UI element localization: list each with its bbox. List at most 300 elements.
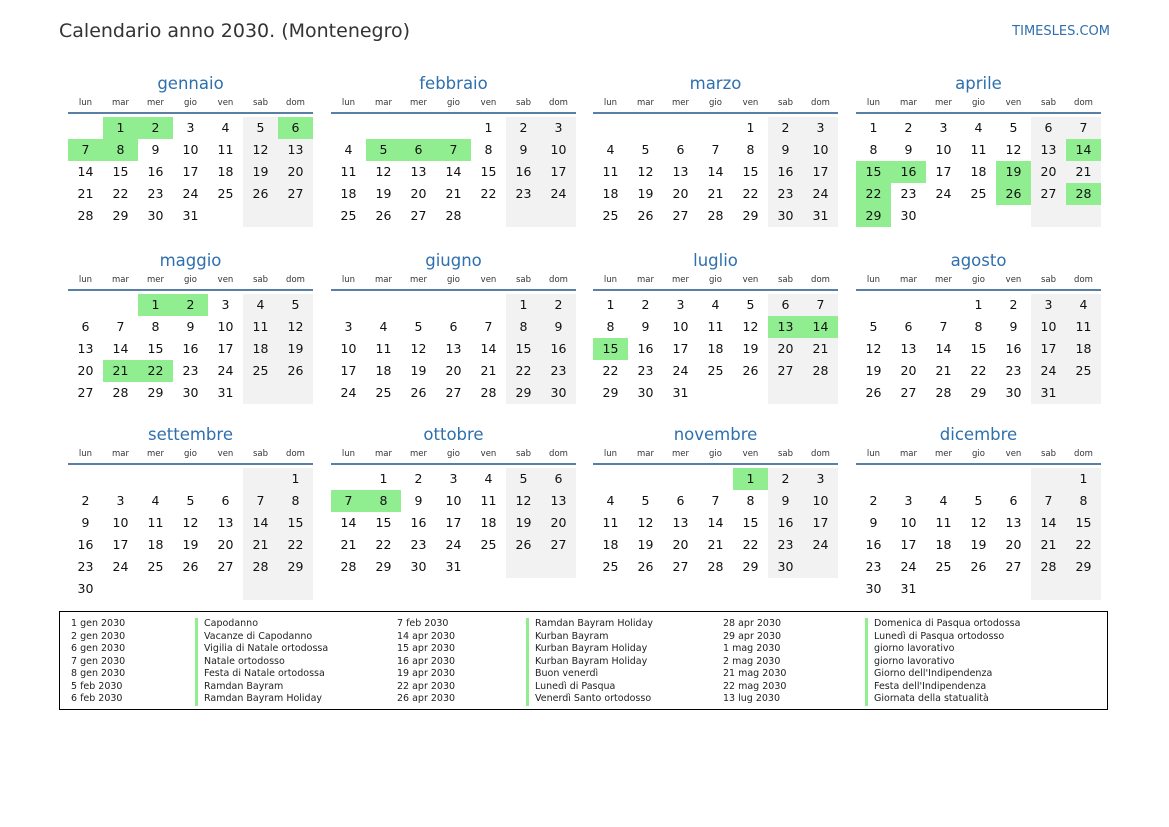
day-cell: 4 bbox=[974, 120, 983, 135]
day-cell: 24 bbox=[217, 363, 234, 378]
empty-cell bbox=[628, 117, 663, 139]
day-cell: 18 bbox=[602, 186, 619, 201]
weekday-label: lun bbox=[866, 449, 881, 459]
day-cell: 16 bbox=[768, 161, 803, 183]
day-cell: 13 bbox=[217, 515, 234, 530]
weekday-label: ven bbox=[480, 449, 497, 459]
weekday-label: gio bbox=[447, 449, 460, 459]
day-cell: 24 bbox=[935, 186, 952, 201]
day-cell: 20 bbox=[1031, 161, 1066, 183]
day-cell: 19 bbox=[278, 338, 313, 360]
empty-cell bbox=[68, 117, 103, 139]
day-cell: 14 bbox=[445, 164, 462, 179]
legend-date: 1 gen 2030 bbox=[71, 618, 126, 629]
weekday-label: mar bbox=[637, 98, 654, 108]
day-cell: 18 bbox=[147, 537, 164, 552]
day-cell: 27 bbox=[445, 385, 462, 400]
day-cell: 12 bbox=[375, 164, 392, 179]
day-cell: 3 bbox=[676, 297, 685, 312]
weekday-label: lun bbox=[866, 275, 881, 285]
empty-cell bbox=[961, 578, 996, 600]
day-cell: 31 bbox=[217, 385, 234, 400]
empty-cell bbox=[541, 205, 576, 227]
legend-date: 1 mag 2030 bbox=[723, 643, 781, 654]
legend-date: 7 gen 2030 bbox=[71, 655, 126, 667]
weekday-label: gio bbox=[972, 98, 985, 108]
month-name: giugno bbox=[425, 251, 482, 270]
empty-cell bbox=[243, 468, 278, 490]
day-cell: 23 bbox=[637, 363, 654, 378]
day-cell: 30 bbox=[900, 208, 917, 223]
day-cell: 28 bbox=[707, 208, 724, 223]
day-cell: 3 bbox=[344, 319, 353, 334]
day-cell: 20 bbox=[410, 186, 427, 201]
empty-cell bbox=[208, 578, 243, 600]
day-cell: 10 bbox=[112, 515, 129, 530]
day-cell: 23 bbox=[77, 559, 94, 574]
legend-date: 28 apr 2030 bbox=[723, 618, 782, 629]
empty-cell bbox=[698, 468, 733, 490]
day-cell: 10 bbox=[935, 142, 952, 157]
day-cell: 19 bbox=[375, 186, 392, 201]
weekday-label: ven bbox=[742, 275, 759, 285]
day-cell: 11 bbox=[243, 316, 278, 338]
day-cell: 13 bbox=[1031, 139, 1066, 161]
month-name: settembre bbox=[148, 425, 233, 444]
legend-holiday-name: Buon venerdì bbox=[526, 668, 653, 681]
day-cell: 8 bbox=[606, 319, 615, 334]
day-cell: 14 bbox=[707, 515, 724, 530]
day-cell: 20 bbox=[77, 363, 94, 378]
day-cell: 23 bbox=[865, 559, 882, 574]
day-cell: 29 bbox=[742, 559, 759, 574]
empty-cell bbox=[891, 294, 926, 316]
empty-cell bbox=[208, 205, 243, 227]
day-cell: 7 bbox=[803, 294, 838, 316]
day-cell: 11 bbox=[147, 515, 164, 530]
day-cell: 24 bbox=[112, 559, 129, 574]
weekday-label: sab bbox=[515, 275, 532, 285]
weekday-header bbox=[856, 274, 1101, 291]
holiday-day: 28 bbox=[1066, 183, 1101, 205]
weekday-header bbox=[68, 274, 313, 291]
empty-cell bbox=[436, 294, 471, 316]
day-cell: 12 bbox=[278, 316, 313, 338]
empty-cell bbox=[278, 382, 313, 404]
holiday-day: 22 bbox=[138, 360, 173, 382]
day-cell: 29 bbox=[112, 208, 129, 223]
day-cell: 3 bbox=[904, 493, 913, 508]
day-cell: 31 bbox=[445, 559, 462, 574]
empty-cell bbox=[401, 117, 436, 139]
day-cell: 4 bbox=[484, 471, 493, 486]
day-cell: 22 bbox=[742, 186, 759, 201]
day-cell: 17 bbox=[803, 512, 838, 534]
day-cell: 13 bbox=[672, 164, 689, 179]
day-cell: 6 bbox=[221, 493, 230, 508]
weekday-header bbox=[593, 448, 838, 465]
empty-cell bbox=[331, 468, 366, 490]
weekday-label: mer bbox=[146, 275, 164, 285]
weekday-label: dom bbox=[1074, 98, 1093, 108]
weekday-label: mar bbox=[375, 449, 392, 459]
day-cell: 18 bbox=[243, 338, 278, 360]
legend-names-3 bbox=[865, 618, 1020, 706]
day-cell: 31 bbox=[803, 205, 838, 227]
month-name: maggio bbox=[159, 251, 222, 270]
legend-holiday-name: Ramdan Bayram Holiday bbox=[526, 618, 653, 631]
empty-cell bbox=[698, 117, 733, 139]
weekday-label: lun bbox=[603, 449, 618, 459]
empty-cell bbox=[506, 556, 541, 578]
day-cell: 25 bbox=[147, 559, 164, 574]
day-cell: 2 bbox=[904, 120, 913, 135]
empty-cell bbox=[366, 117, 401, 139]
month-name: febbraio bbox=[419, 74, 488, 93]
day-cell: 29 bbox=[375, 559, 392, 574]
legend-date: 6 gen 2030 bbox=[71, 643, 126, 654]
day-cell: 5 bbox=[243, 117, 278, 139]
day-cell: 22 bbox=[602, 363, 619, 378]
month-settembre bbox=[68, 424, 313, 600]
day-cell: 15 bbox=[742, 164, 759, 179]
weekday-label: mer bbox=[671, 275, 689, 285]
day-cell: 26 bbox=[278, 360, 313, 382]
day-grid bbox=[68, 294, 313, 404]
day-cell: 18 bbox=[707, 341, 724, 356]
day-cell: 20 bbox=[672, 186, 689, 201]
empty-cell bbox=[926, 578, 961, 600]
legend-holiday-name: Domenica di Pasqua ortodossa bbox=[865, 618, 1020, 631]
day-cell: 22 bbox=[506, 360, 541, 382]
day-cell: 24 bbox=[803, 183, 838, 205]
day-cell: 3 bbox=[221, 297, 230, 312]
weekday-label: mar bbox=[112, 98, 129, 108]
day-cell: 10 bbox=[803, 490, 838, 512]
day-cell: 24 bbox=[900, 559, 917, 574]
empty-cell bbox=[208, 468, 243, 490]
day-cell: 8 bbox=[506, 316, 541, 338]
day-cell: 29 bbox=[742, 208, 759, 223]
day-cell: 1 bbox=[506, 294, 541, 316]
legend-dates-2 bbox=[397, 618, 455, 706]
day-cell: 25 bbox=[1066, 360, 1101, 382]
day-cell: 25 bbox=[970, 186, 987, 201]
day-cell: 4 bbox=[379, 319, 388, 334]
weekday-label: lun bbox=[603, 275, 618, 285]
holiday-legend bbox=[59, 611, 1108, 710]
day-cell: 28 bbox=[707, 559, 724, 574]
day-cell: 2 bbox=[641, 297, 650, 312]
day-cell: 26 bbox=[243, 183, 278, 205]
legend-names-2 bbox=[526, 618, 653, 706]
day-cell: 15 bbox=[506, 338, 541, 360]
day-cell: 8 bbox=[974, 319, 983, 334]
day-cell: 3 bbox=[1031, 294, 1066, 316]
weekday-label: dom bbox=[811, 449, 830, 459]
month-name: dicembre bbox=[939, 425, 1018, 444]
day-cell: 16 bbox=[77, 537, 94, 552]
weekday-label: mer bbox=[146, 98, 164, 108]
empty-cell bbox=[243, 205, 278, 227]
day-cell: 7 bbox=[1031, 490, 1066, 512]
day-cell: 27 bbox=[900, 385, 917, 400]
day-cell: 5 bbox=[869, 319, 878, 334]
day-cell: 11 bbox=[480, 493, 497, 508]
day-cell: 11 bbox=[340, 164, 357, 179]
day-cell: 12 bbox=[410, 341, 427, 356]
day-cell: 21 bbox=[803, 338, 838, 360]
day-cell: 5 bbox=[1009, 120, 1018, 135]
day-cell: 29 bbox=[602, 385, 619, 400]
day-cell: 4 bbox=[151, 493, 160, 508]
day-cell: 4 bbox=[243, 294, 278, 316]
day-cell: 16 bbox=[768, 512, 803, 534]
empty-cell bbox=[278, 578, 313, 600]
weekday-label: ven bbox=[217, 275, 234, 285]
day-cell: 21 bbox=[480, 363, 497, 378]
day-cell: 27 bbox=[278, 183, 313, 205]
holiday-day: 1 bbox=[103, 117, 138, 139]
day-cell: 27 bbox=[768, 360, 803, 382]
legend-date: 21 mag 2030 bbox=[723, 668, 787, 679]
weekday-label: mar bbox=[900, 98, 917, 108]
day-cell: 14 bbox=[77, 164, 94, 179]
day-cell: 17 bbox=[935, 164, 952, 179]
day-cell: 3 bbox=[116, 493, 125, 508]
weekday-label: dom bbox=[286, 275, 305, 285]
legend-date: 2 gen 2030 bbox=[71, 630, 126, 642]
day-cell: 24 bbox=[803, 534, 838, 556]
weekday-label: gio bbox=[709, 98, 722, 108]
day-cell: 6 bbox=[676, 142, 685, 157]
legend-date: 26 apr 2030 bbox=[397, 693, 456, 704]
day-cell: 30 bbox=[410, 559, 427, 574]
holiday-day: 13 bbox=[768, 316, 803, 338]
day-cell: 14 bbox=[480, 341, 497, 356]
day-grid bbox=[331, 468, 576, 578]
day-cell: 30 bbox=[768, 205, 803, 227]
empty-cell bbox=[698, 382, 733, 404]
holiday-day: 8 bbox=[366, 490, 401, 512]
day-cell: 21 bbox=[707, 186, 724, 201]
legend-holiday-name: Ramdan Bayram Holiday bbox=[195, 693, 328, 706]
day-cell: 15 bbox=[970, 341, 987, 356]
empty-cell bbox=[103, 578, 138, 600]
empty-cell bbox=[996, 468, 1031, 490]
weekday-label: dom bbox=[1074, 449, 1093, 459]
day-cell: 13 bbox=[77, 341, 94, 356]
legend-date: 14 apr 2030 bbox=[397, 630, 456, 642]
empty-cell bbox=[243, 382, 278, 404]
weekday-label: mer bbox=[409, 98, 427, 108]
legend-holiday-name: Natale ortodosso bbox=[195, 656, 328, 669]
legend-holiday-name: Capodanno bbox=[195, 618, 328, 631]
day-cell: 9 bbox=[869, 515, 878, 530]
day-cell: 1 bbox=[484, 120, 493, 135]
holiday-day: 2 bbox=[138, 117, 173, 139]
legend-holiday-name: Kurban Bayram bbox=[526, 631, 653, 644]
holiday-day: 19 bbox=[996, 161, 1031, 183]
holiday-day: 15 bbox=[856, 161, 891, 183]
day-cell: 30 bbox=[147, 208, 164, 223]
holiday-day: 7 bbox=[68, 139, 103, 161]
day-cell: 5 bbox=[746, 297, 755, 312]
weekday-header bbox=[331, 97, 576, 114]
day-cell: 19 bbox=[243, 161, 278, 183]
empty-cell bbox=[138, 578, 173, 600]
day-cell: 5 bbox=[506, 468, 541, 490]
empty-cell bbox=[471, 205, 506, 227]
day-cell: 29 bbox=[506, 382, 541, 404]
day-cell: 5 bbox=[278, 294, 313, 316]
month-luglio bbox=[593, 250, 838, 404]
day-cell: 9 bbox=[506, 139, 541, 161]
day-cell: 21 bbox=[1066, 161, 1101, 183]
day-cell: 30 bbox=[865, 581, 882, 596]
weekday-label: dom bbox=[811, 98, 830, 108]
holiday-day: 5 bbox=[366, 139, 401, 161]
weekday-label: ven bbox=[1005, 275, 1022, 285]
day-cell: 10 bbox=[803, 139, 838, 161]
day-cell: 28 bbox=[340, 559, 357, 574]
weekday-label: lun bbox=[78, 275, 93, 285]
legend-date: 13 lug 2030 bbox=[723, 693, 780, 704]
day-cell: 10 bbox=[541, 139, 576, 161]
day-cell: 25 bbox=[935, 559, 952, 574]
day-cell: 28 bbox=[935, 385, 952, 400]
legend-holiday-name: Ramdan Bayram bbox=[195, 681, 328, 694]
day-cell: 14 bbox=[243, 512, 278, 534]
day-cell: 16 bbox=[637, 341, 654, 356]
legend-date: 15 apr 2030 bbox=[397, 643, 456, 654]
day-cell: 5 bbox=[974, 493, 983, 508]
legend-holiday-name: giorno lavorativo bbox=[865, 643, 1020, 656]
weekday-label: gio bbox=[709, 275, 722, 285]
month-name: luglio bbox=[693, 251, 738, 270]
empty-cell bbox=[1031, 578, 1066, 600]
day-cell: 6 bbox=[676, 493, 685, 508]
day-cell: 10 bbox=[445, 493, 462, 508]
day-cell: 11 bbox=[1066, 316, 1101, 338]
day-cell: 30 bbox=[768, 556, 803, 578]
weekday-label: mer bbox=[409, 275, 427, 285]
weekday-label: dom bbox=[811, 275, 830, 285]
day-cell: 12 bbox=[637, 164, 654, 179]
day-cell: 12 bbox=[865, 341, 882, 356]
day-cell: 7 bbox=[711, 493, 720, 508]
day-cell: 20 bbox=[217, 537, 234, 552]
day-cell: 3 bbox=[803, 468, 838, 490]
day-cell: 13 bbox=[410, 164, 427, 179]
day-cell: 2 bbox=[1009, 297, 1018, 312]
day-cell: 19 bbox=[970, 537, 987, 552]
day-cell: 21 bbox=[243, 534, 278, 556]
day-cell: 24 bbox=[182, 186, 199, 201]
weekday-label: dom bbox=[549, 449, 568, 459]
day-grid bbox=[593, 468, 838, 578]
day-cell: 5 bbox=[641, 493, 650, 508]
day-cell: 28 bbox=[112, 385, 129, 400]
day-cell: 22 bbox=[970, 363, 987, 378]
holiday-day: 16 bbox=[891, 161, 926, 183]
day-cell: 9 bbox=[151, 142, 160, 157]
day-cell: 17 bbox=[340, 363, 357, 378]
day-grid bbox=[68, 117, 313, 227]
day-cell: 21 bbox=[340, 537, 357, 552]
empty-cell bbox=[436, 117, 471, 139]
day-cell: 3 bbox=[541, 117, 576, 139]
day-cell: 2 bbox=[768, 117, 803, 139]
day-cell: 15 bbox=[1066, 512, 1101, 534]
day-cell: 4 bbox=[221, 120, 230, 135]
day-cell: 3 bbox=[449, 471, 458, 486]
weekday-label: sab bbox=[252, 449, 269, 459]
empty-cell bbox=[996, 205, 1031, 227]
day-cell: 25 bbox=[340, 208, 357, 223]
day-cell: 26 bbox=[375, 208, 392, 223]
empty-cell bbox=[768, 382, 803, 404]
weekday-label: ven bbox=[1005, 449, 1022, 459]
day-cell: 28 bbox=[243, 556, 278, 578]
day-cell: 2 bbox=[768, 468, 803, 490]
holiday-day: 7 bbox=[331, 490, 366, 512]
day-grid bbox=[331, 117, 576, 227]
day-cell: 22 bbox=[742, 537, 759, 552]
day-cell: 29 bbox=[147, 385, 164, 400]
day-cell: 31 bbox=[900, 581, 917, 596]
day-cell: 9 bbox=[186, 319, 195, 334]
day-cell: 26 bbox=[865, 385, 882, 400]
empty-cell bbox=[593, 117, 628, 139]
weekday-label: ven bbox=[217, 449, 234, 459]
day-cell: 22 bbox=[375, 537, 392, 552]
day-grid bbox=[856, 294, 1101, 404]
day-cell: 19 bbox=[637, 186, 654, 201]
weekday-label: gio bbox=[447, 275, 460, 285]
legend-holiday-name: Vacanze di Capodanno bbox=[195, 631, 328, 644]
day-cell: 19 bbox=[182, 537, 199, 552]
weekday-label: gio bbox=[184, 98, 197, 108]
site-link[interactable]: TIMESLES.COM bbox=[1012, 24, 1110, 39]
day-cell: 31 bbox=[672, 385, 689, 400]
weekday-label: mer bbox=[409, 449, 427, 459]
day-cell: 6 bbox=[1031, 117, 1066, 139]
day-cell: 26 bbox=[182, 559, 199, 574]
day-cell: 7 bbox=[711, 142, 720, 157]
empty-cell bbox=[803, 382, 838, 404]
legend-date: 22 mag 2030 bbox=[723, 680, 787, 692]
day-cell: 31 bbox=[1031, 382, 1066, 404]
weekday-label: mar bbox=[112, 275, 129, 285]
day-cell: 26 bbox=[970, 559, 987, 574]
day-cell: 13 bbox=[1005, 515, 1022, 530]
day-cell: 27 bbox=[77, 385, 94, 400]
empty-cell bbox=[926, 468, 961, 490]
weekday-label: gio bbox=[972, 275, 985, 285]
day-cell: 11 bbox=[970, 142, 987, 157]
holiday-day: 1 bbox=[138, 294, 173, 316]
weekday-label: dom bbox=[286, 449, 305, 459]
weekday-label: sab bbox=[1040, 98, 1057, 108]
day-cell: 14 bbox=[707, 164, 724, 179]
legend-holiday-name: giorno lavorativo bbox=[865, 656, 1020, 669]
day-cell: 11 bbox=[375, 341, 392, 356]
day-cell: 12 bbox=[506, 490, 541, 512]
day-cell: 6 bbox=[1009, 493, 1018, 508]
day-cell: 17 bbox=[1031, 338, 1066, 360]
weekday-label: lun bbox=[341, 449, 356, 459]
